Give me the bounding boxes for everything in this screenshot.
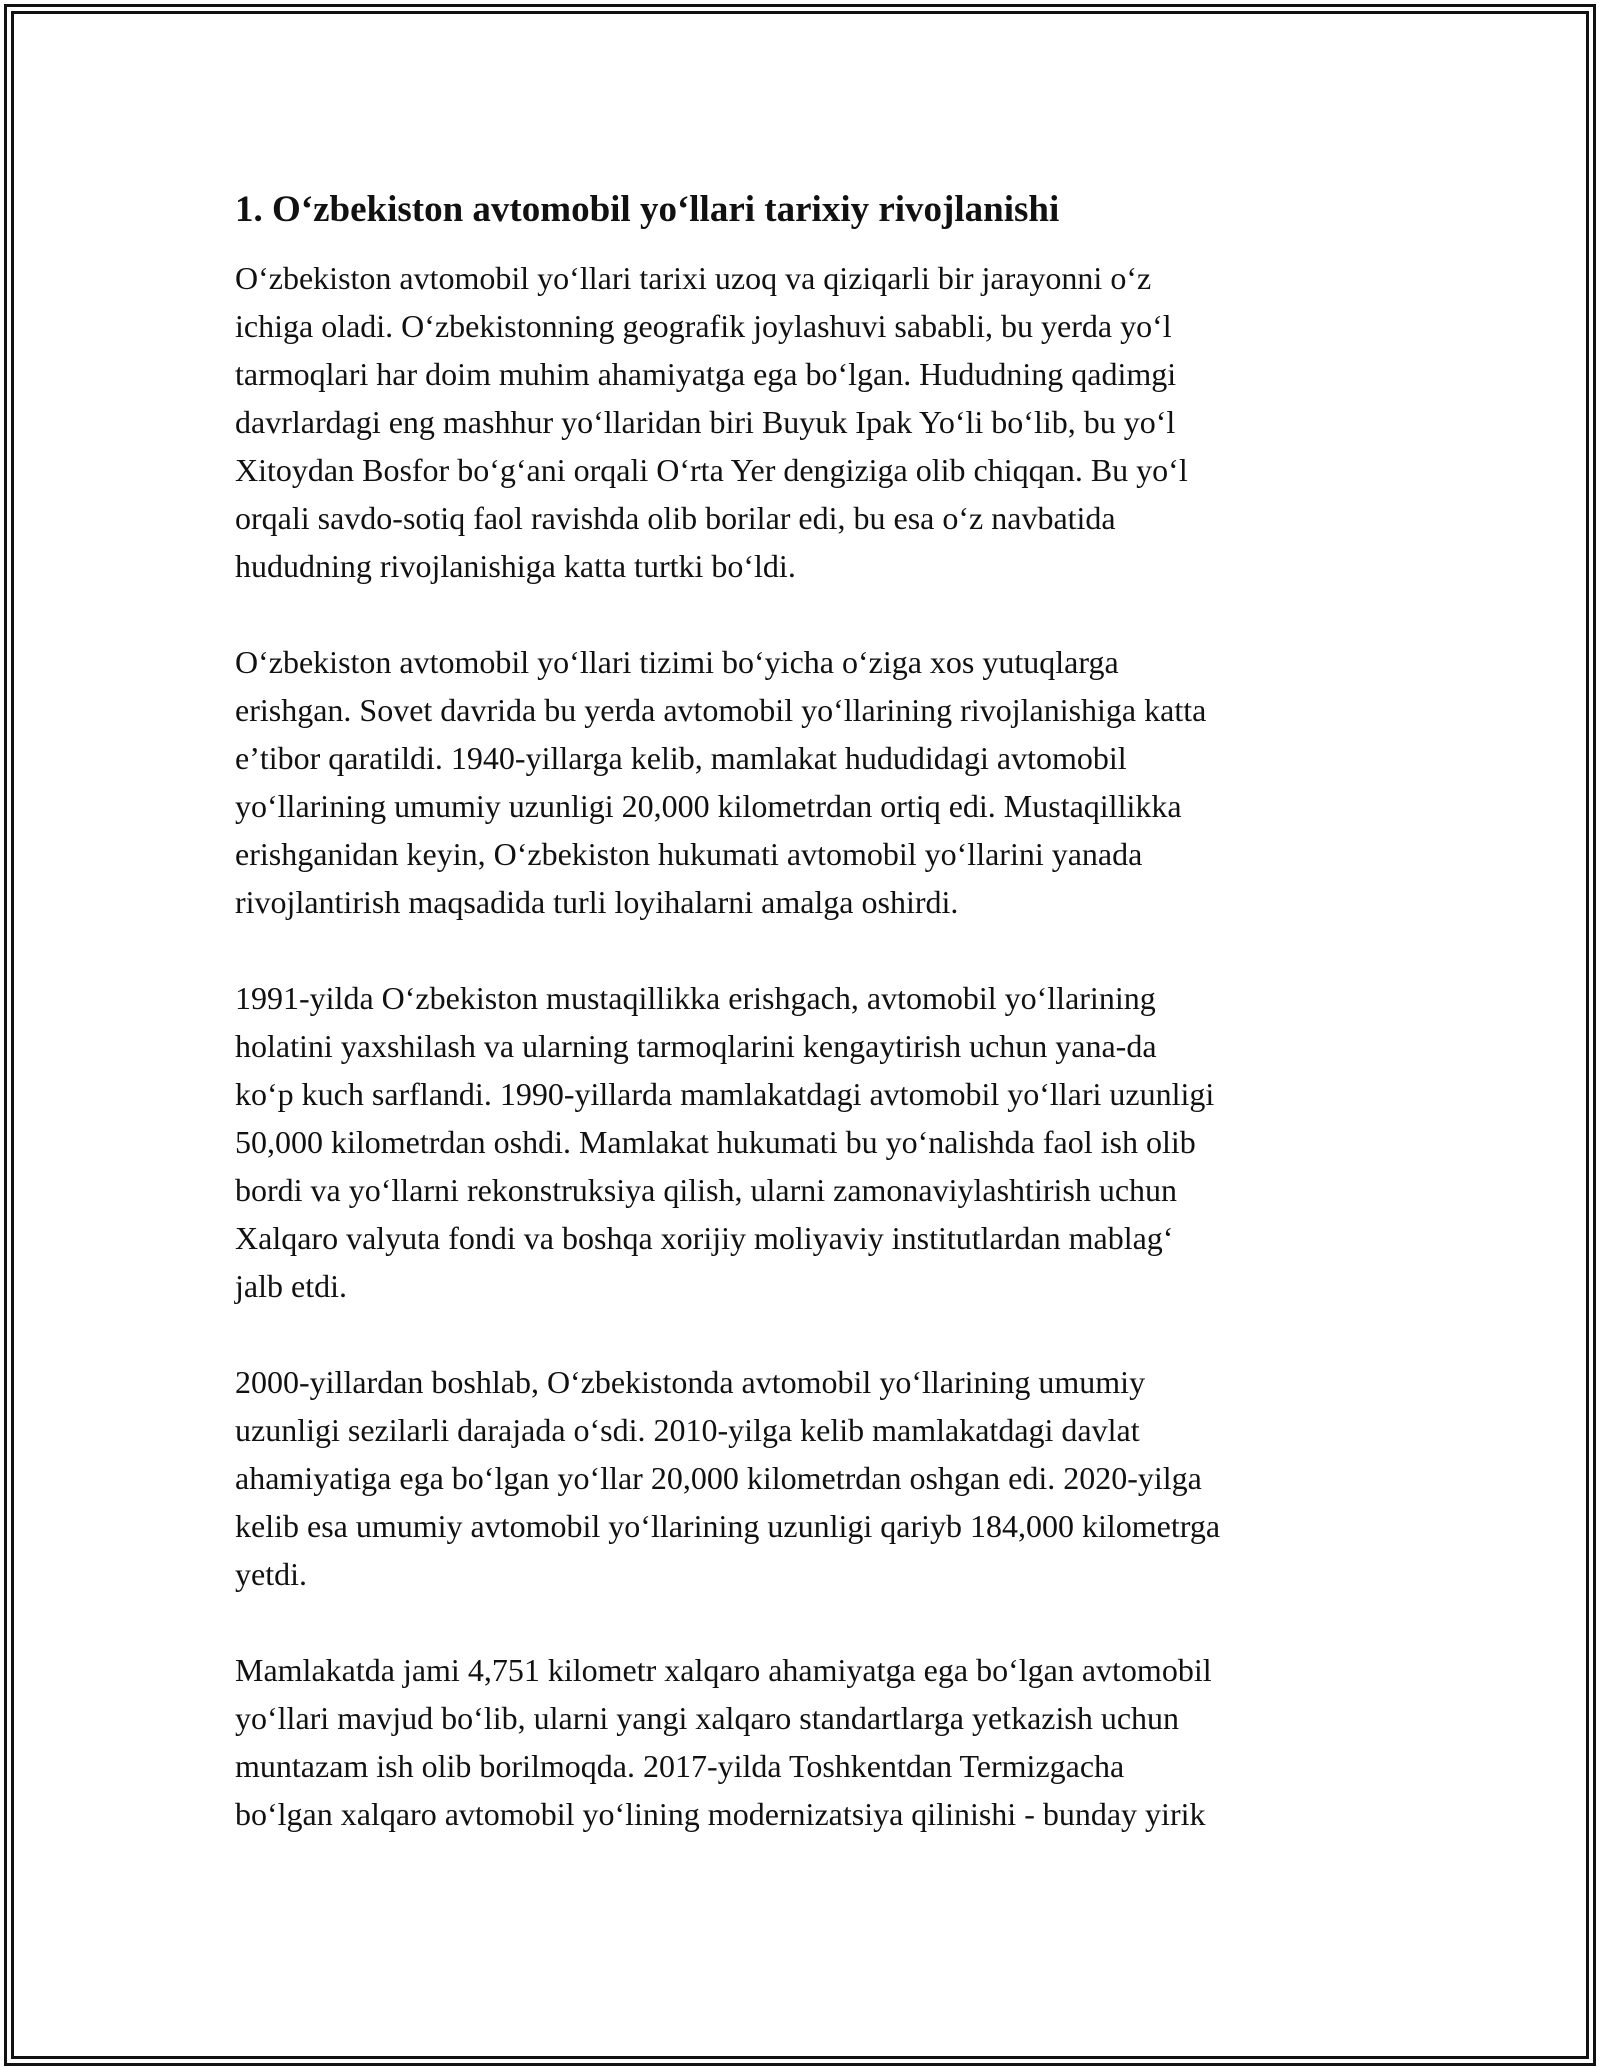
text-line: 50,000 kilometrdan oshdi. Mamlakat hukumati bu yoʻnalishda faol ish olib [235, 1124, 1196, 1160]
paragraph-3 [235, 974, 1385, 1310]
text-line: muntazam ish olib borilmoqda. 2017-yilda Toshkentdan Termizgacha [235, 1748, 1125, 1784]
section-heading: 1. Oʻzbekiston avtomobil yoʻllari tarixiy rivojlanishi [235, 189, 1060, 230]
text-line: eʼtibor qaratildi. 1940-yillarga kelib, mamlakat hududidagi avtomobil [235, 740, 1127, 776]
text-line: kelib esa umumiy avtomobil yoʻllarining uzunligi qariyb 184,000 kilometrga [235, 1508, 1221, 1544]
text-line: Oʻzbekiston avtomobil yoʻllari tarixi uzoq va qiziqarli bir jarayonni oʻz [235, 260, 1152, 296]
text-line: 2000-yillardan boshlab, Oʻzbekistonda avtomobil yoʻllarining umumiy [235, 1364, 1146, 1400]
text-line: hududning rivojlanishiga katta turtki boʻldi. [235, 548, 796, 584]
document-page [235, 186, 1385, 1886]
paragraph-1 [235, 254, 1385, 590]
text-line: bordi va yoʻllarni rekonstruksiya qilish, ularni zamonaviylashtirish uchun [235, 1172, 1178, 1208]
text-line: Oʻzbekiston avtomobil yoʻllari tizimi boʻyicha oʻziga xos yutuqlarga [235, 644, 1119, 680]
text-line: ahamiyatiga ega boʻlgan yoʻllar 20,000 kilometrdan oshgan edi. 2020-yilga [235, 1460, 1202, 1496]
text-line: tarmoqlari har doim muhim ahamiyatga ega boʻlgan. Hududning qadimgi [235, 356, 1177, 392]
text-line: yoʻllarining umumiy uzunligi 20,000 kilometrdan ortiq edi. Mustaqillikka [235, 788, 1182, 824]
text-line: erishgan. Sovet davrida bu yerda avtomobil yoʻllarining rivojlanishiga katta [235, 692, 1207, 728]
text-line: Xitoydan Bosfor boʻgʻani orqali Oʻrta Yer dengiziga olib chiqqan. Bu yoʻl [235, 452, 1188, 488]
text-line: rivojlantirish maqsadida turli loyihalarni amalga oshirdi. [235, 884, 959, 920]
text-line: uzunligi sezilarli darajada oʻsdi. 2010-yilga kelib mamlakatdagi davlat [235, 1412, 1140, 1448]
paragraph-5 [235, 1646, 1385, 1838]
text-line: Mamlakatda jami 4,751 kilometr xalqaro ahamiyatga ega boʻlgan avtomobil [235, 1652, 1212, 1688]
text-line: Xalqaro valyuta fondi va boshqa xorijiy moliyaviy institutlardan mablagʻ [235, 1220, 1174, 1256]
paragraph-4 [235, 1358, 1385, 1598]
text-line: orqali savdo-sotiq faol ravishda olib borilar edi, bu esa oʻz navbatida [235, 500, 1116, 536]
text-line: ichiga oladi. Oʻzbekistonning geografik joylashuvi sababli, bu yerda yoʻl [235, 308, 1172, 344]
text-line: boʻlgan xalqaro avtomobil yoʻlining modernizatsiya qilinishi - bunday yirik [235, 1796, 1206, 1832]
text-line: jalb etdi. [235, 1268, 347, 1304]
text-line: 1991-yilda Oʻzbekiston mustaqillikka erishgach, avtomobil yoʻllarining [235, 980, 1156, 1016]
paragraph-2 [235, 638, 1385, 926]
text-line: davrlardagi eng mashhur yoʻllaridan biri Buyuk Ipak Yoʻli boʻlib, bu yoʻl [235, 404, 1176, 440]
text-line: erishganidan keyin, Oʻzbekiston hukumati avtomobil yoʻllarini yanada [235, 836, 1143, 872]
text-line: koʻp kuch sarflandi. 1990-yillarda mamlakatdagi avtomobil yoʻllari uzunligi [235, 1076, 1215, 1112]
text-line: holatini yaxshilash va ularning tarmoqlarini kengaytirish uchun yana-da [235, 1028, 1157, 1064]
text-line: yoʻllari mavjud boʻlib, ularni yangi xalqaro standartlarga yetkazish uchun [235, 1700, 1180, 1736]
text-line: yetdi. [235, 1556, 307, 1592]
